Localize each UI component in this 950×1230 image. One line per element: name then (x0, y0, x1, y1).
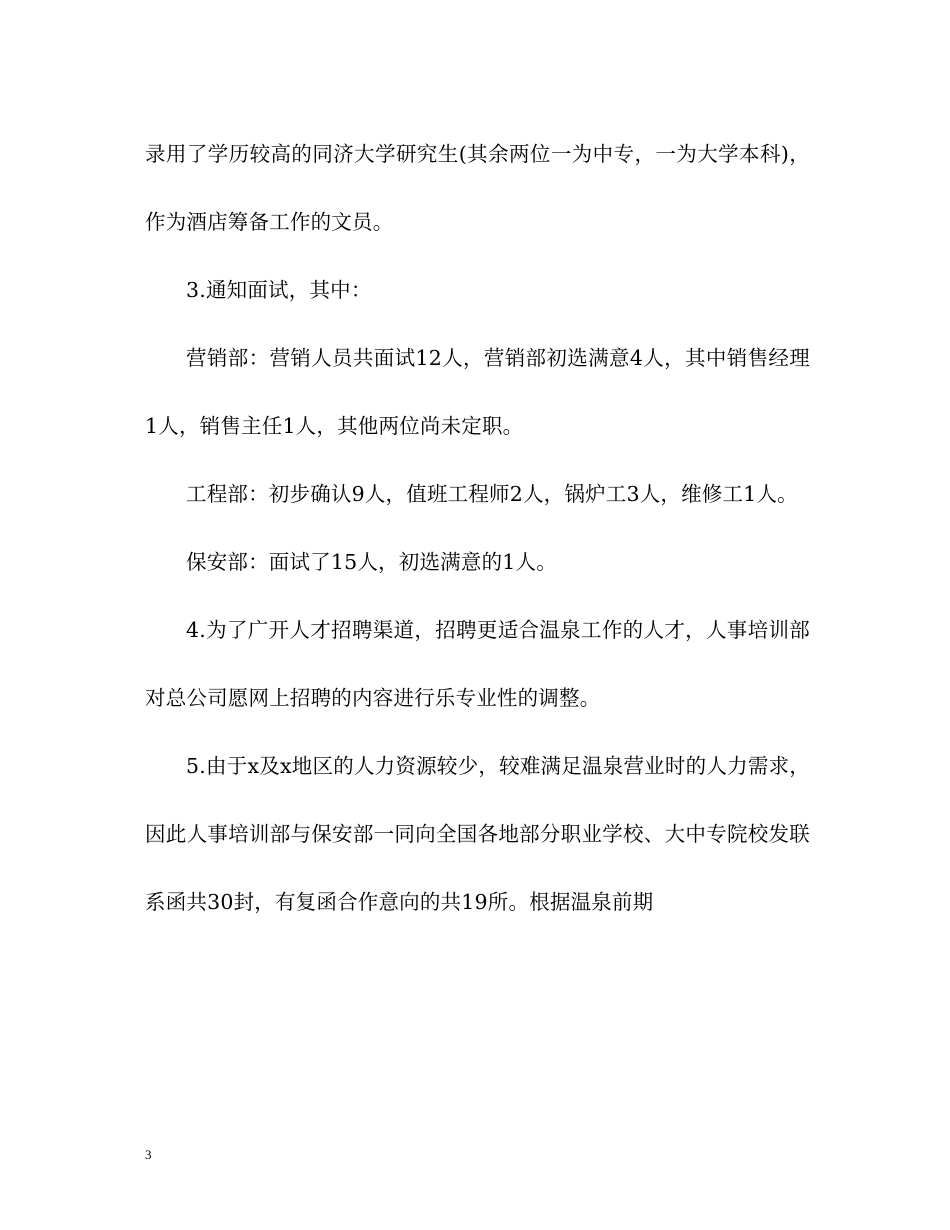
page-number: 3 (145, 1147, 152, 1162)
paragraph-hiring-clerk: 录用了学历较高的同济大学研究生(其余两位一为中专，一为大学本科)，作为酒店筹备工作的文员。 (145, 142, 810, 234)
paragraph-interview-notice: 3.通知面试，其中： (186, 278, 372, 302)
paragraph-security-department: 保安部：面试了15人，初选满意的1人。 (186, 550, 557, 574)
body-text (145, 120, 810, 936)
paragraph-engineering-department: 工程部：初步确认9人，值班工程师2人，锅炉工3人，维修工1人。 (186, 482, 798, 506)
paragraph-human-resources: 5.由于x及x地区的人力资源较少，较难满足温泉营业时的人力需求，因此人事培训部与保安部一同向全国各地部分职业学校、大中专院校发联系函共30封，有复函合作意向的共19所。根据温泉前期 (145, 754, 810, 914)
paragraph-recruitment-channels: 4.为了广开人才招聘渠道，招聘更适合温泉工作的人才，人事培训部对总公司愿网上招聘的内容进行乐专业性的调整。 (145, 618, 810, 710)
paragraph-sales-department: 营销部：营销人员共面试12人，营销部初选满意4人，其中销售经理1人，销售主任1人，其他两位尚未定职。 (145, 346, 810, 438)
